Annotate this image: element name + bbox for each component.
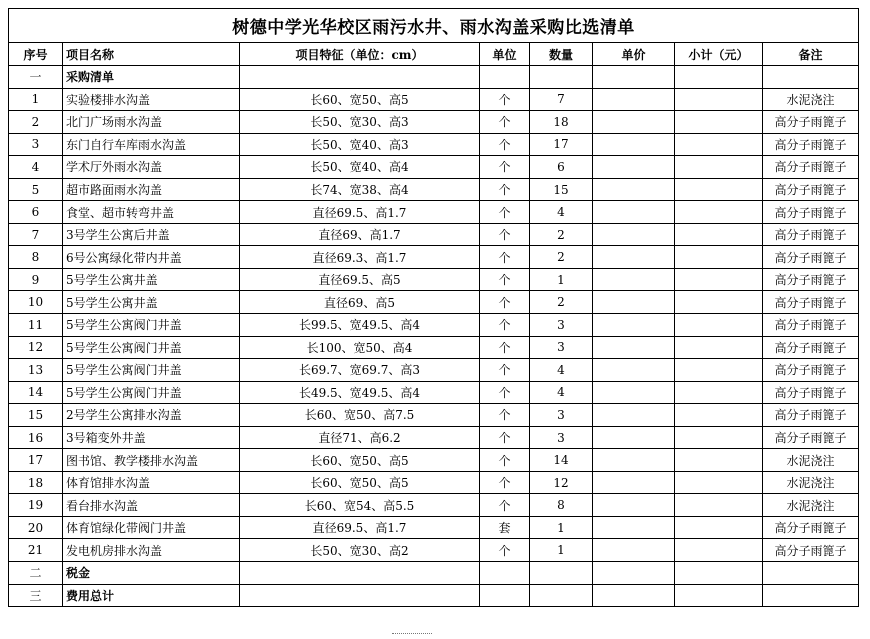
row-unit: 个 — [480, 88, 530, 111]
row-spec: 长99.5、宽49.5、高4 — [240, 314, 480, 337]
row-no: 16 — [9, 426, 63, 449]
row-no: 17 — [9, 449, 63, 472]
row-no: 9 — [9, 268, 63, 291]
table-row — [9, 314, 859, 337]
table-row — [9, 223, 859, 246]
row-spec: 直径69.5、高1.7 — [240, 201, 480, 224]
row-note: 高分子雨篦子 — [763, 426, 859, 449]
row-name: 6号公寓绿化带内井盖 — [63, 246, 240, 269]
row-qty: 3 — [530, 336, 593, 359]
empty-cell — [675, 584, 763, 607]
row-spec: 长60、宽50、高7.5 — [240, 404, 480, 427]
row-name: 食堂、超市转弯井盖 — [63, 201, 240, 224]
section-row-tax — [9, 562, 859, 585]
col-header-name: 项目名称 — [63, 43, 240, 66]
row-unit: 个 — [480, 156, 530, 179]
table-row — [9, 516, 859, 539]
row-spec: 长100、宽50、高4 — [240, 336, 480, 359]
row-unit: 个 — [480, 133, 530, 156]
row-subtotal — [675, 381, 763, 404]
row-price — [593, 133, 675, 156]
row-spec: 直径71、高6.2 — [240, 426, 480, 449]
row-price — [593, 156, 675, 179]
row-subtotal — [675, 223, 763, 246]
row-spec: 长50、宽40、高3 — [240, 133, 480, 156]
row-price — [593, 494, 675, 517]
row-name: 5号学生公寓阀门井盖 — [63, 359, 240, 382]
row-note: 水泥浇注 — [763, 449, 859, 472]
row-subtotal — [675, 268, 763, 291]
row-unit: 个 — [480, 268, 530, 291]
empty-cell — [763, 66, 859, 89]
row-spec: 直径69、高1.7 — [240, 223, 480, 246]
row-subtotal — [675, 291, 763, 314]
table-row — [9, 156, 859, 179]
row-subtotal — [675, 133, 763, 156]
section-label: 税金 — [63, 562, 240, 585]
col-header-subtotal: 小计（元） — [675, 43, 763, 66]
row-qty: 2 — [530, 246, 593, 269]
row-subtotal — [675, 178, 763, 201]
row-qty: 1 — [530, 516, 593, 539]
row-no: 8 — [9, 246, 63, 269]
row-subtotal — [675, 156, 763, 179]
empty-cell — [480, 584, 530, 607]
row-price — [593, 88, 675, 111]
row-subtotal — [675, 359, 763, 382]
row-qty: 15 — [530, 178, 593, 201]
row-price — [593, 268, 675, 291]
table-row — [9, 471, 859, 494]
table-row — [9, 494, 859, 517]
table-row — [9, 426, 859, 449]
row-unit: 个 — [480, 404, 530, 427]
row-subtotal — [675, 516, 763, 539]
row-name: 5号学生公寓井盖 — [63, 291, 240, 314]
row-no: 10 — [9, 291, 63, 314]
row-spec: 长60、宽54、高5.5 — [240, 494, 480, 517]
table-row — [9, 133, 859, 156]
row-name: 看台排水沟盖 — [63, 494, 240, 517]
col-header-no: 序号 — [9, 43, 63, 66]
table-row — [9, 111, 859, 134]
procurement-sheet — [8, 8, 859, 607]
row-name: 体育馆绿化带阀门井盖 — [63, 516, 240, 539]
row-price — [593, 516, 675, 539]
row-no: 13 — [9, 359, 63, 382]
row-no: 6 — [9, 201, 63, 224]
empty-cell — [480, 562, 530, 585]
sheet-title: 树德中学光华校区雨污水井、雨水沟盖采购比选清单 — [9, 9, 859, 43]
row-name: 体育馆排水沟盖 — [63, 471, 240, 494]
row-qty: 2 — [530, 223, 593, 246]
row-subtotal — [675, 314, 763, 337]
row-qty: 2 — [530, 291, 593, 314]
row-no: 5 — [9, 178, 63, 201]
row-name: 5号学生公寓井盖 — [63, 268, 240, 291]
row-price — [593, 291, 675, 314]
empty-cell — [240, 66, 480, 89]
row-unit: 套 — [480, 516, 530, 539]
row-spec: 直径69.5、高5 — [240, 268, 480, 291]
row-spec: 长74、宽38、高4 — [240, 178, 480, 201]
row-subtotal — [675, 201, 763, 224]
row-no: 2 — [9, 111, 63, 134]
row-spec: 长60、宽50、高5 — [240, 471, 480, 494]
row-note: 高分子雨篦子 — [763, 314, 859, 337]
row-price — [593, 426, 675, 449]
row-unit: 个 — [480, 314, 530, 337]
row-spec: 直径69.3、高1.7 — [240, 246, 480, 269]
row-price — [593, 314, 675, 337]
row-unit: 个 — [480, 336, 530, 359]
row-qty: 18 — [530, 111, 593, 134]
row-spec: 长60、宽50、高5 — [240, 449, 480, 472]
row-note: 高分子雨篦子 — [763, 381, 859, 404]
row-qty: 3 — [530, 314, 593, 337]
row-price — [593, 471, 675, 494]
row-spec: 长50、宽30、高3 — [240, 111, 480, 134]
row-price — [593, 404, 675, 427]
table-row — [9, 201, 859, 224]
row-subtotal — [675, 336, 763, 359]
row-unit: 个 — [480, 426, 530, 449]
row-unit: 个 — [480, 449, 530, 472]
row-note: 高分子雨篦子 — [763, 539, 859, 562]
col-header-spec: 项目特征（单位：cm） — [240, 43, 480, 66]
row-no: 20 — [9, 516, 63, 539]
section-label: 采购清单 — [63, 66, 240, 89]
row-unit: 个 — [480, 494, 530, 517]
empty-cell — [240, 562, 480, 585]
row-qty: 17 — [530, 133, 593, 156]
empty-cell — [763, 584, 859, 607]
row-name: 5号学生公寓阀门井盖 — [63, 336, 240, 359]
procurement-table — [8, 8, 859, 607]
row-note: 高分子雨篦子 — [763, 111, 859, 134]
row-note: 水泥浇注 — [763, 88, 859, 111]
empty-cell — [480, 66, 530, 89]
empty-cell — [593, 584, 675, 607]
row-name: 学术厅外雨水沟盖 — [63, 156, 240, 179]
section-no: 一 — [9, 66, 63, 89]
row-subtotal — [675, 246, 763, 269]
row-price — [593, 201, 675, 224]
row-unit: 个 — [480, 178, 530, 201]
table-row — [9, 449, 859, 472]
row-qty: 4 — [530, 359, 593, 382]
row-spec: 长60、宽50、高5 — [240, 88, 480, 111]
section-row-total — [9, 584, 859, 607]
row-name: 5号学生公寓阀门井盖 — [63, 314, 240, 337]
row-no: 14 — [9, 381, 63, 404]
table-row — [9, 268, 859, 291]
table-row — [9, 178, 859, 201]
table-row — [9, 336, 859, 359]
empty-cell — [530, 66, 593, 89]
row-name: 3号学生公寓后井盖 — [63, 223, 240, 246]
row-spec: 长50、宽30、高2 — [240, 539, 480, 562]
row-subtotal — [675, 539, 763, 562]
col-header-unit: 单位 — [480, 43, 530, 66]
empty-cell — [240, 584, 480, 607]
row-unit: 个 — [480, 246, 530, 269]
row-unit: 个 — [480, 539, 530, 562]
section-no: 二 — [9, 562, 63, 585]
row-qty: 14 — [530, 449, 593, 472]
row-note: 高分子雨篦子 — [763, 291, 859, 314]
row-qty: 7 — [530, 88, 593, 111]
row-unit: 个 — [480, 381, 530, 404]
row-subtotal — [675, 426, 763, 449]
row-price — [593, 336, 675, 359]
row-unit: 个 — [480, 223, 530, 246]
row-name: 3号箱变外井盖 — [63, 426, 240, 449]
empty-cell — [530, 584, 593, 607]
section-label: 费用总计 — [63, 584, 240, 607]
row-no: 7 — [9, 223, 63, 246]
row-qty: 4 — [530, 201, 593, 224]
empty-cell — [530, 562, 593, 585]
empty-cell — [675, 66, 763, 89]
table-row — [9, 246, 859, 269]
row-note: 高分子雨篦子 — [763, 268, 859, 291]
section-no: 三 — [9, 584, 63, 607]
row-subtotal — [675, 471, 763, 494]
row-name: 超市路面雨水沟盖 — [63, 178, 240, 201]
row-qty: 1 — [530, 268, 593, 291]
empty-cell — [675, 562, 763, 585]
row-price — [593, 111, 675, 134]
row-note: 水泥浇注 — [763, 494, 859, 517]
row-note: 高分子雨篦子 — [763, 246, 859, 269]
row-price — [593, 178, 675, 201]
row-qty: 3 — [530, 404, 593, 427]
row-note: 高分子雨篦子 — [763, 156, 859, 179]
row-spec: 长50、宽40、高4 — [240, 156, 480, 179]
row-name: 2号学生公寓排水沟盖 — [63, 404, 240, 427]
row-qty: 8 — [530, 494, 593, 517]
header-row — [9, 43, 859, 66]
row-spec: 直径69、高5 — [240, 291, 480, 314]
row-note: 水泥浇注 — [763, 471, 859, 494]
row-name: 发电机房排水沟盖 — [63, 539, 240, 562]
row-unit: 个 — [480, 291, 530, 314]
row-price — [593, 223, 675, 246]
row-subtotal — [675, 494, 763, 517]
row-no: 15 — [9, 404, 63, 427]
empty-cell — [593, 562, 675, 585]
row-unit: 个 — [480, 201, 530, 224]
table-row — [9, 381, 859, 404]
empty-cell — [763, 562, 859, 585]
col-header-qty: 数量 — [530, 43, 593, 66]
row-qty: 4 — [530, 381, 593, 404]
row-note: 高分子雨篦子 — [763, 404, 859, 427]
row-no: 21 — [9, 539, 63, 562]
row-spec: 长49.5、宽49.5、高4 — [240, 381, 480, 404]
row-qty: 1 — [530, 539, 593, 562]
col-header-price: 单价 — [593, 43, 675, 66]
row-name: 北门广场雨水沟盖 — [63, 111, 240, 134]
row-qty: 6 — [530, 156, 593, 179]
row-unit: 个 — [480, 111, 530, 134]
table-row — [9, 404, 859, 427]
col-header-note: 备注 — [763, 43, 859, 66]
table-row — [9, 291, 859, 314]
row-note: 高分子雨篦子 — [763, 201, 859, 224]
row-price — [593, 246, 675, 269]
table-row — [9, 88, 859, 111]
row-price — [593, 539, 675, 562]
row-name: 东门自行车库雨水沟盖 — [63, 133, 240, 156]
row-spec: 长69.7、宽69.7、高3 — [240, 359, 480, 382]
row-note: 高分子雨篦子 — [763, 336, 859, 359]
row-note: 高分子雨篦子 — [763, 359, 859, 382]
row-note: 高分子雨篦子 — [763, 133, 859, 156]
page-footer-mark — [392, 633, 432, 636]
title-row — [9, 9, 859, 43]
row-note: 高分子雨篦子 — [763, 516, 859, 539]
row-name: 实验楼排水沟盖 — [63, 88, 240, 111]
row-qty: 3 — [530, 426, 593, 449]
row-subtotal — [675, 449, 763, 472]
row-subtotal — [675, 404, 763, 427]
row-no: 12 — [9, 336, 63, 359]
table-row — [9, 359, 859, 382]
row-note: 高分子雨篦子 — [763, 178, 859, 201]
row-no: 11 — [9, 314, 63, 337]
table-row — [9, 539, 859, 562]
row-no: 1 — [9, 88, 63, 111]
row-subtotal — [675, 88, 763, 111]
row-no: 18 — [9, 471, 63, 494]
row-price — [593, 381, 675, 404]
row-name: 5号学生公寓阀门井盖 — [63, 381, 240, 404]
row-name: 图书馆、教学楼排水沟盖 — [63, 449, 240, 472]
empty-cell — [593, 66, 675, 89]
row-spec: 直径69.5、高1.7 — [240, 516, 480, 539]
row-note: 高分子雨篦子 — [763, 223, 859, 246]
row-subtotal — [675, 111, 763, 134]
section-row-purchase — [9, 66, 859, 89]
row-no: 19 — [9, 494, 63, 517]
row-qty: 12 — [530, 471, 593, 494]
row-price — [593, 449, 675, 472]
row-no: 4 — [9, 156, 63, 179]
row-unit: 个 — [480, 359, 530, 382]
row-unit: 个 — [480, 471, 530, 494]
row-price — [593, 359, 675, 382]
row-no: 3 — [9, 133, 63, 156]
